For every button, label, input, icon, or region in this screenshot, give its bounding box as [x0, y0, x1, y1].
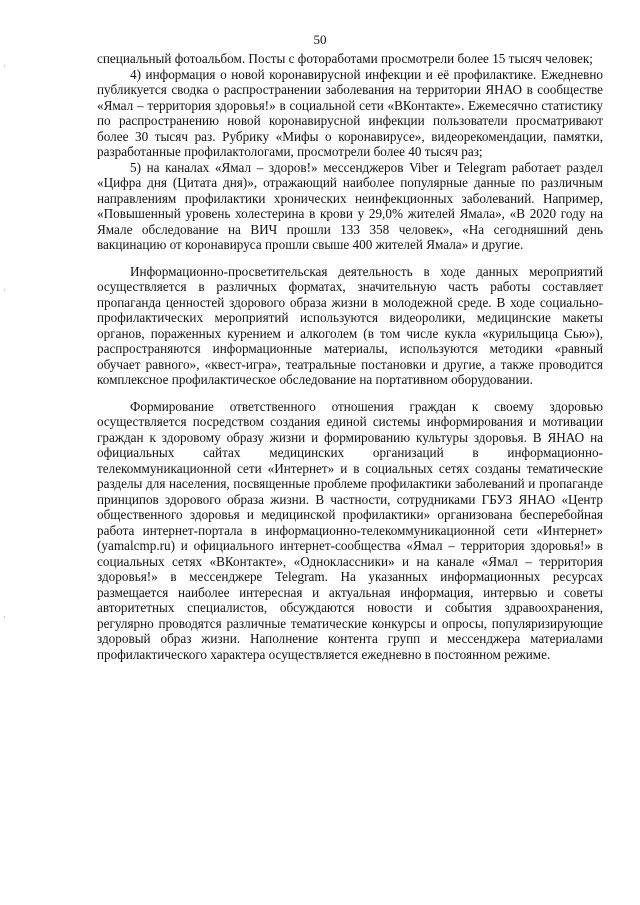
- paragraph-health-information-system: Формирование ответственного отношения граждан к своему здоровью осуществляется посредством создания единой системы информирования и мотивации граждан к здоровому образу жизни и формированию культуры здоровья. В ЯНАО на официальных сайтах медицинских организаций в информационно-телекоммуникационной сети «Интернет» и в социальных сетях созданы тематические разделы для населения, посвященные проблеме профилактики заболеваний и пропаганде принципов здорового образа жизни. В частности, сотрудниками ГБУЗ ЯНАО «Центр общественного здоровья и медицинской профилактики» организована бесперебойная работа интернет-портала в информационно-телекоммуникационной сети «Интернет» (yamalcmp.ru) и официального интернет-сообщества «Ямал – территория здоровья!» в социальных сетях «ВКонтакте», «Одноклассники» и на канале «Ямал – территория здоровья!» в мессенджере Telegram. На указанных информационных ресурсах размещается наиболее интересная и актуальная информация, интервью и советы авторитетных специалистов, обсуждаются новости и события здравоохранения, регулярно проводятся различные тематические конкурсы и опросы, популяризирующие здоровый образ жизни. Наполнение контента групп и мессенджера материалами профилактического характера осуществляется ежедневно в постоянном режиме.: [97, 398, 603, 662]
- paragraph-outreach-formats: Информационно-просветительская деятельность в ходе данных мероприятий осуществляется в различных форматах, значительную часть работы составляет пропаганда ценностей здорового образа жизни в молодежной среде. В ходе социально-профилактических мероприятий используются видеоролики, медицинские макеты органов, пораженных курением и алкоголем (в том числе кукла «курильщица Сью»), распространяются информационные материалы, используются методики «равный обучает равного», «квест-игра», театральные постановки и другие, а также проводится комплексное профилактическое обследование на портативном оборудовании.: [97, 263, 603, 387]
- scan-edge-mark: ·: [3, 612, 6, 622]
- paragraph-list-item-4: 4) информация о новой коронавирусной инфекции и её профилактике. Ежедневно публикуется сводка о распространении заболевания на территории ЯНАО в сообществе «Ямал – территория здоровья!» в социальной сети «ВКонтакте». Ежемесячно статистику по распространению новой коронавирусной инфекции пользователи просматривают более 30 тысяч раз. Рубрику «Мифы о коронавирусе», видеорекомендации, памятки, разработанные профилактологами, просмотрели более 40 тысяч раз;: [97, 66, 603, 159]
- scan-edge-mark: ·: [3, 61, 6, 71]
- page-number: 50: [313, 32, 327, 47]
- scan-edge-mark: ·: [3, 285, 6, 295]
- document-body: [97, 51, 603, 662]
- paragraph-continuation: специальный фотоальбом. Посты с фотоработами просмотрели более 15 тысяч человек;: [97, 51, 593, 66]
- paragraph-list-item-5: 5) на каналах «Ямал – здоров!» мессенджеров Viber и Telegram работает раздел «Цифра дня (Цитата дня)», отражающий наиболее популярные данные по различным направлениям профилактики хронических неинфекционных заболеваний. Например, «Повышенный уровень холестерина в крови у 29,0% жителей Ямала», «В 2020 году на Ямале обследование на ВИЧ прошли 133 358 человек», «На сегодняшний день вакцинацию от коронавируса прошли свыше 400 жителей Ямала» и другие.: [97, 159, 603, 252]
